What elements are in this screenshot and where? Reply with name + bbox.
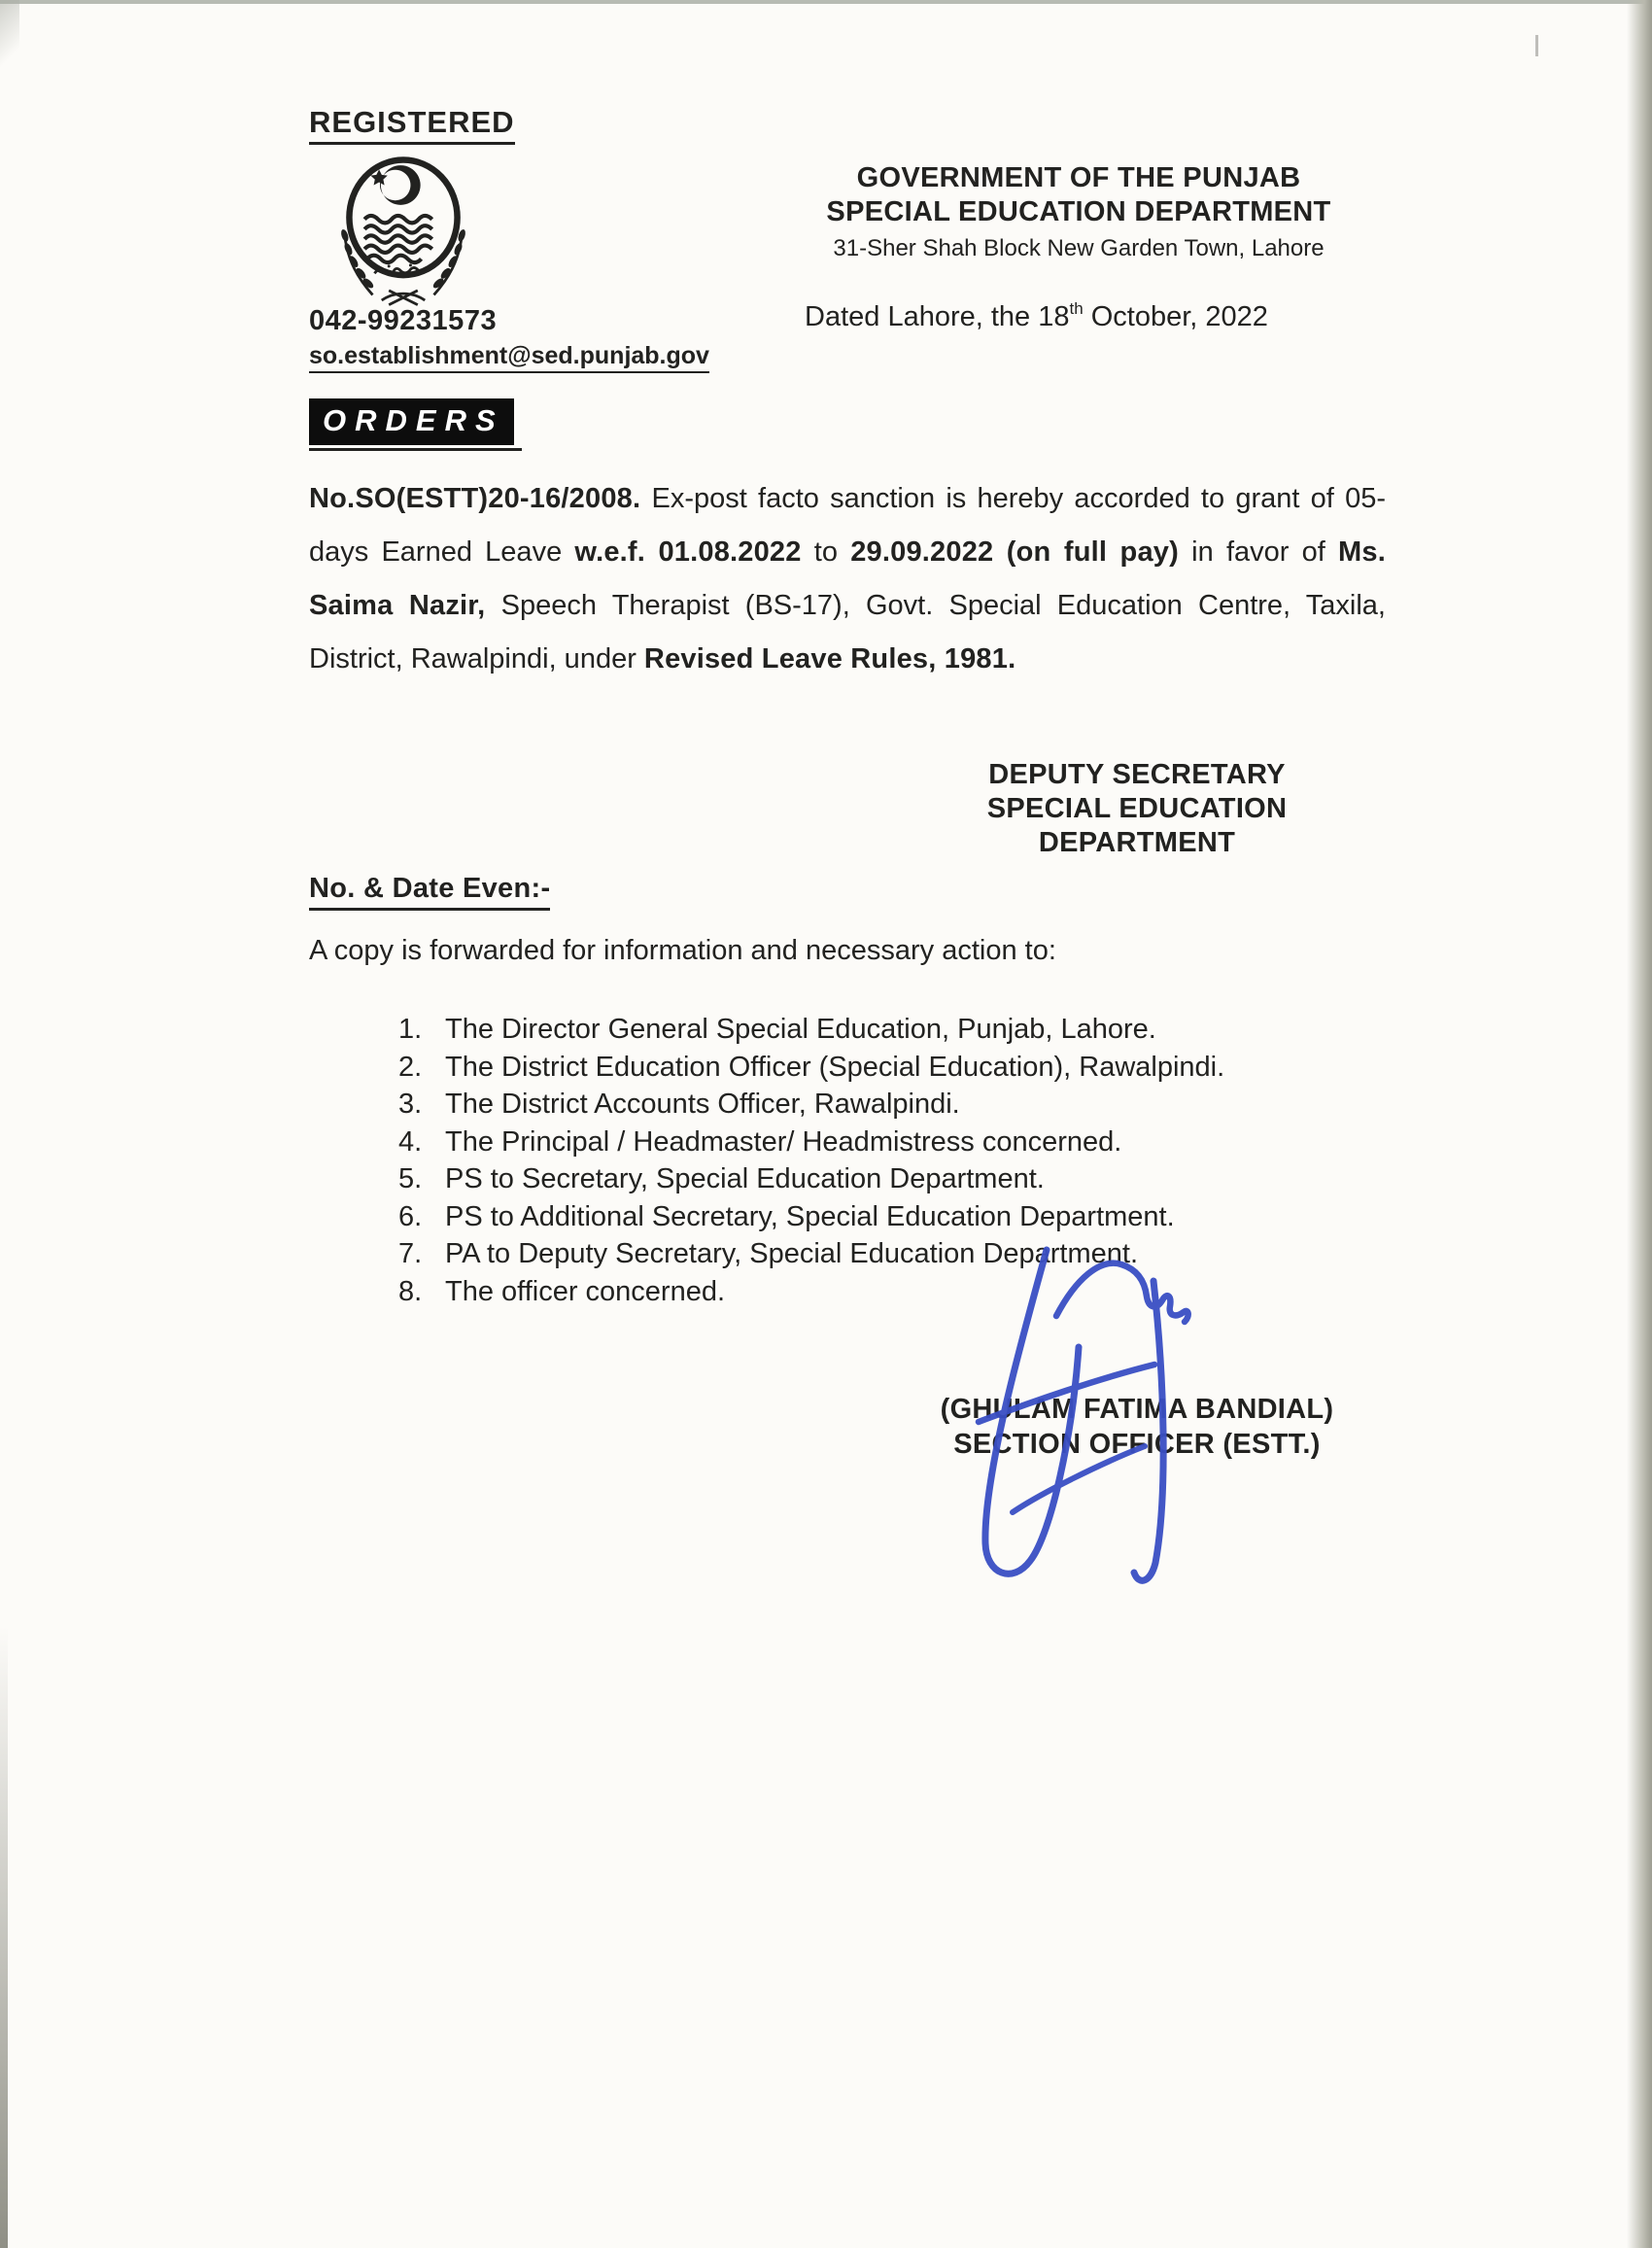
list-number: 8. xyxy=(398,1275,423,1307)
body-text: to xyxy=(801,536,851,568)
list-number: 5. xyxy=(398,1163,423,1194)
date-line xyxy=(805,301,1268,333)
government-title: GOVERNMENT OF THE PUNJAB xyxy=(856,162,1301,193)
date-prefix: Dated Lahore, the 18 xyxy=(805,301,1070,332)
scan-edge-top xyxy=(0,0,1652,4)
list-text: The Principal / Headmaster/ Headmistress concerned. xyxy=(445,1125,1122,1158)
date-suffix: October, 2022 xyxy=(1083,301,1268,332)
department-title: SPECIAL EDUCATION DEPARTMENT xyxy=(826,196,1331,227)
list-text: The Director General Special Education, Punjab, Lahore. xyxy=(445,1014,1156,1045)
issuing-authority-block xyxy=(952,758,1322,860)
forwarding-line: A copy is forwarded for information and necessary action to: xyxy=(309,935,1056,966)
list-number: 6. xyxy=(398,1200,423,1232)
orders-heading xyxy=(309,398,522,451)
date-ordinal: th xyxy=(1069,299,1084,318)
scan-edge-left xyxy=(0,1626,8,2248)
list-item xyxy=(398,1086,1224,1124)
leave-rules-reference: Revised Leave Rules, 1981. xyxy=(643,643,1016,674)
department-address: 31-Sher Shah Block New Garden Town, Lahore xyxy=(833,235,1325,261)
scan-edge-right xyxy=(1627,0,1652,2248)
phone-number: 042-99231573 xyxy=(309,305,498,336)
list-number: 4. xyxy=(398,1125,423,1158)
order-body-paragraph xyxy=(309,472,1386,686)
signature-scribble xyxy=(954,1221,1296,1613)
body-text: Ex-post facto sanction is hereby accorded to grant of 05-days Earned Leave xyxy=(309,483,1386,568)
no-date-even-label: No. & Date Even:- xyxy=(309,873,550,911)
list-text: The officer concerned. xyxy=(445,1275,726,1307)
list-text: The District Accounts Officer, Rawalpindi. xyxy=(445,1089,960,1120)
list-item xyxy=(398,1011,1224,1049)
letterhead xyxy=(748,161,1409,265)
orders-badge: ORDERS xyxy=(309,398,514,445)
registered-label: REGISTERED xyxy=(309,105,515,145)
list-number: 1. xyxy=(398,1014,423,1045)
email-address: so.establishment@sed.punjab.gov xyxy=(309,342,709,373)
list-number: 7. xyxy=(398,1238,423,1269)
scan-edge-top-left xyxy=(0,0,19,78)
signing-officer-name: (GHULAM FATIMA BANDIAL) xyxy=(940,1394,1334,1425)
leave-end-date: 29.09.2022 (on full pay) xyxy=(850,536,1179,568)
signing-officer-title: SECTION OFFICER (ESTT.) xyxy=(953,1429,1321,1460)
body-text: Speech Therapist (BS-17), Govt. Special Education Centre, Taxila, District, Rawalpindi, under xyxy=(309,590,1386,674)
employee-name: Ms. Saima Nazir, xyxy=(309,536,1386,621)
list-text: The District Education Officer (Special Education), Rawalpindi. xyxy=(445,1051,1225,1083)
reference-number: No.SO(ESTT)20-16/2008. xyxy=(309,483,641,514)
list-text: PS to Additional Secretary, Special Education Department. xyxy=(445,1200,1175,1232)
authority-line: DEPARTMENT xyxy=(1038,827,1236,858)
fold-mark xyxy=(1535,35,1538,56)
punjab-government-emblem-icon xyxy=(313,142,494,313)
list-number: 2. xyxy=(398,1051,423,1083)
list-item xyxy=(398,1124,1224,1161)
body-text: in favor of xyxy=(1178,536,1339,568)
authority-line: SPECIAL EDUCATION xyxy=(986,793,1288,824)
leave-start-date: w.e.f. 01.08.2022 xyxy=(574,536,802,568)
list-item xyxy=(398,1160,1224,1198)
list-text: PS to Secretary, Special Education Department. xyxy=(445,1163,1045,1194)
authority-line: DEPUTY SECRETARY xyxy=(988,759,1286,790)
list-number: 3. xyxy=(398,1089,423,1120)
list-item xyxy=(398,1049,1224,1087)
list-text: PA to Deputy Secretary, Special Education Department. xyxy=(445,1238,1139,1269)
